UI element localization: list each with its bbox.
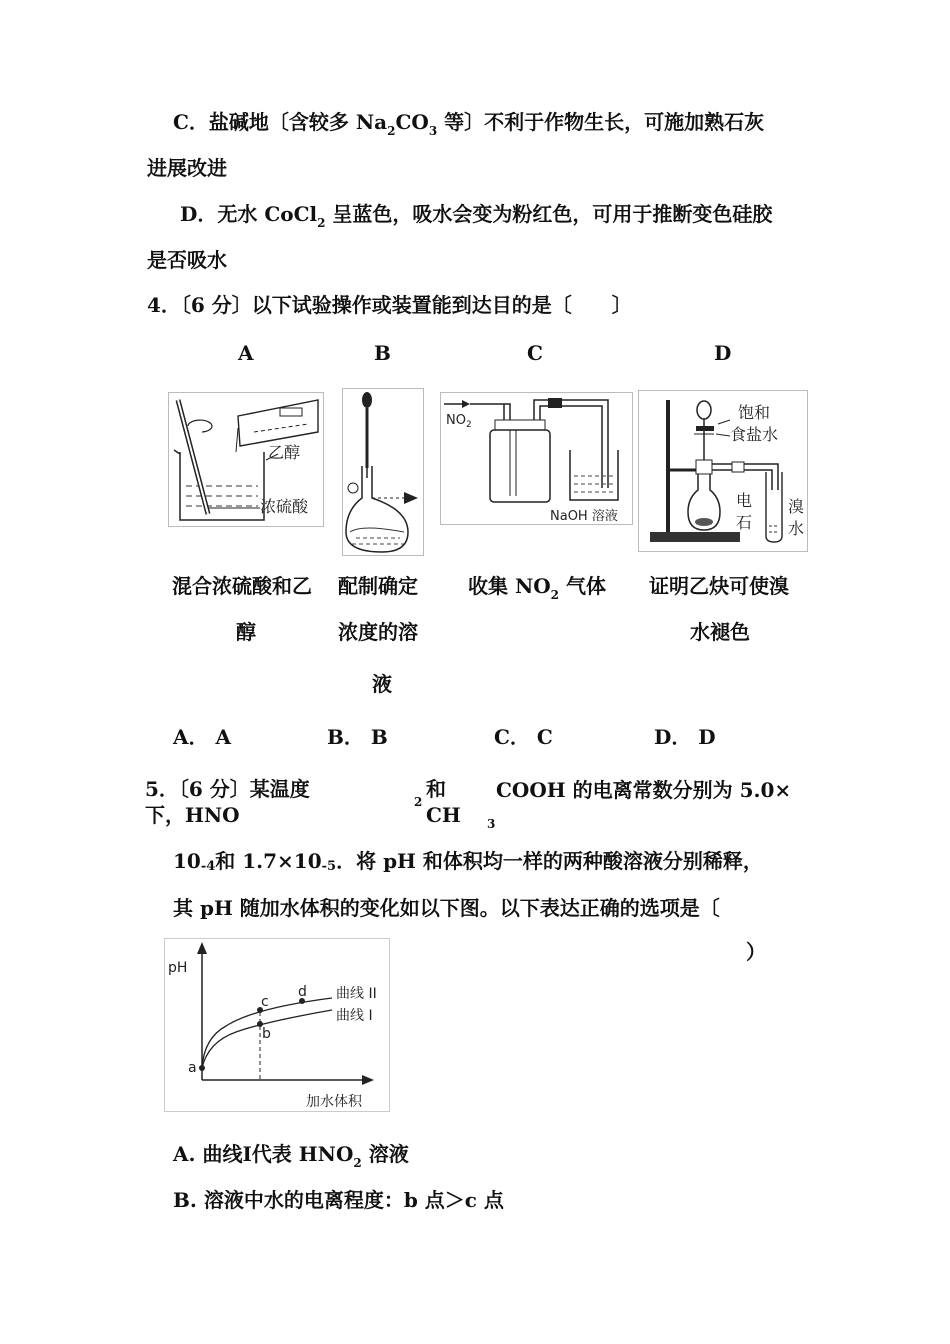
- label-c: c: [261, 994, 269, 1010]
- option-label: C．: [173, 110, 209, 134]
- subscript: 2: [317, 216, 326, 230]
- label-ethanol: 乙醇: [268, 443, 301, 462]
- subscript: 3: [428, 124, 438, 138]
- q4-option-a: A． A: [173, 725, 231, 749]
- q4-option-d: D． D: [654, 725, 716, 749]
- label-curve-i: 曲线 I: [336, 1008, 373, 1024]
- text: 盐碱地〔含较多: [208, 110, 356, 134]
- col-label-b: B: [374, 341, 391, 365]
- point-a: [199, 1065, 205, 1071]
- q3-option-d-line2: 是否吸水: [147, 248, 227, 272]
- q5-stem-paren: ）: [746, 940, 766, 964]
- label-a: a: [188, 1060, 197, 1076]
- formula: CO: [395, 110, 429, 134]
- q5-stem-part2: 下，HNO: [145, 803, 240, 827]
- caption-b-line1: 配制确定: [338, 574, 418, 598]
- q5-stem-line2: 10-4和 1.7×10-5．将 pH 和体积均一样的两种酸溶液分别稀释，: [173, 849, 763, 874]
- figure-a-beaker-pouring: [168, 392, 324, 527]
- caption-d-line2: 水褪色: [690, 620, 750, 644]
- figure-d-acetylene-apparatus: [638, 390, 808, 552]
- q4-option-c: C． C: [494, 725, 553, 749]
- caption-a-line1: 混合浓硫酸和乙: [172, 574, 312, 598]
- q5-stem-part1: 5．〔6 分〕某温度: [145, 777, 310, 801]
- caption-c: 收集 $NO_2$ 气体: [468, 574, 606, 602]
- text: 呈蓝色，吸水会变为粉红色，可用于推断变色硅胶: [325, 202, 773, 226]
- subscript: 2: [387, 124, 396, 138]
- q4-option-b: B． B: [327, 725, 388, 749]
- label-naoh-solution: NaOH 溶液: [550, 509, 618, 524]
- formula: CoCl: [264, 202, 318, 226]
- text: 等〕不利于作物生长，可施加熟石灰: [437, 110, 765, 134]
- formula: Na: [355, 110, 388, 134]
- col-label-a: A: [238, 341, 254, 365]
- q5-stem-line3: 其 pH 随加水体积的变化如以下图。以下表达正确的选项是〔: [173, 896, 720, 920]
- label-bromine-1: 溴: [788, 497, 805, 516]
- q3-option-c-line2: 进展改进: [147, 156, 227, 180]
- q5-subscript-3: 3: [487, 817, 496, 831]
- label-brine: 食盐水: [730, 425, 779, 444]
- caption-a-line2: 醇: [236, 620, 256, 644]
- caption-b-line2: 浓度的溶: [338, 620, 418, 644]
- label-conc-sulfuric-acid: 浓硫酸: [260, 497, 309, 516]
- graph-xlabel: 加水体积: [306, 1094, 362, 1110]
- q5-stem-ch: CH: [426, 803, 461, 827]
- label-no2-gas: $NO_2$: [446, 413, 472, 430]
- label-bromine-2: 水: [788, 519, 805, 538]
- label-calcium-carbide-1: 电: [736, 491, 753, 510]
- q5-stem-part3: COOH 的电离常数分别为 5.0×: [496, 778, 792, 802]
- col-label-c: C: [527, 341, 543, 365]
- q5-option-b: B. 溶液中水的电离程度：b 点＞c 点: [173, 1188, 504, 1212]
- option-label: D．: [180, 202, 218, 226]
- q5-ph-dilution-graph: [164, 938, 390, 1112]
- label-d: d: [298, 984, 307, 1000]
- caption-b-line3: 液: [372, 672, 392, 696]
- caption-d-line1: 证明乙炔可使溴: [649, 574, 789, 598]
- figure-b-volumetric-flask: [342, 388, 424, 556]
- q3-option-d-line1: [180, 202, 773, 230]
- label-saturated: 饱和: [738, 403, 771, 422]
- figure-c-gas-collection: [440, 392, 633, 525]
- graph-ylabel: pH: [168, 960, 188, 976]
- label-b: b: [262, 1026, 271, 1042]
- label-curve-ii: 曲线 II: [336, 986, 377, 1002]
- q5-subscript-2: 2: [414, 795, 423, 809]
- q5-option-a: A. 曲线Ⅰ代表 $HNO_2$ 溶液: [173, 1142, 409, 1170]
- q3-option-c-line1: [173, 110, 765, 138]
- col-label-d: D: [714, 341, 732, 365]
- text: 无水: [217, 202, 265, 226]
- label-calcium-carbide-2: 石: [736, 513, 753, 532]
- q4-stem: 4．〔6 分〕以下试验操作或装置能到达目的是〔 〕: [147, 293, 632, 317]
- q5-stem-and: 和: [426, 777, 446, 801]
